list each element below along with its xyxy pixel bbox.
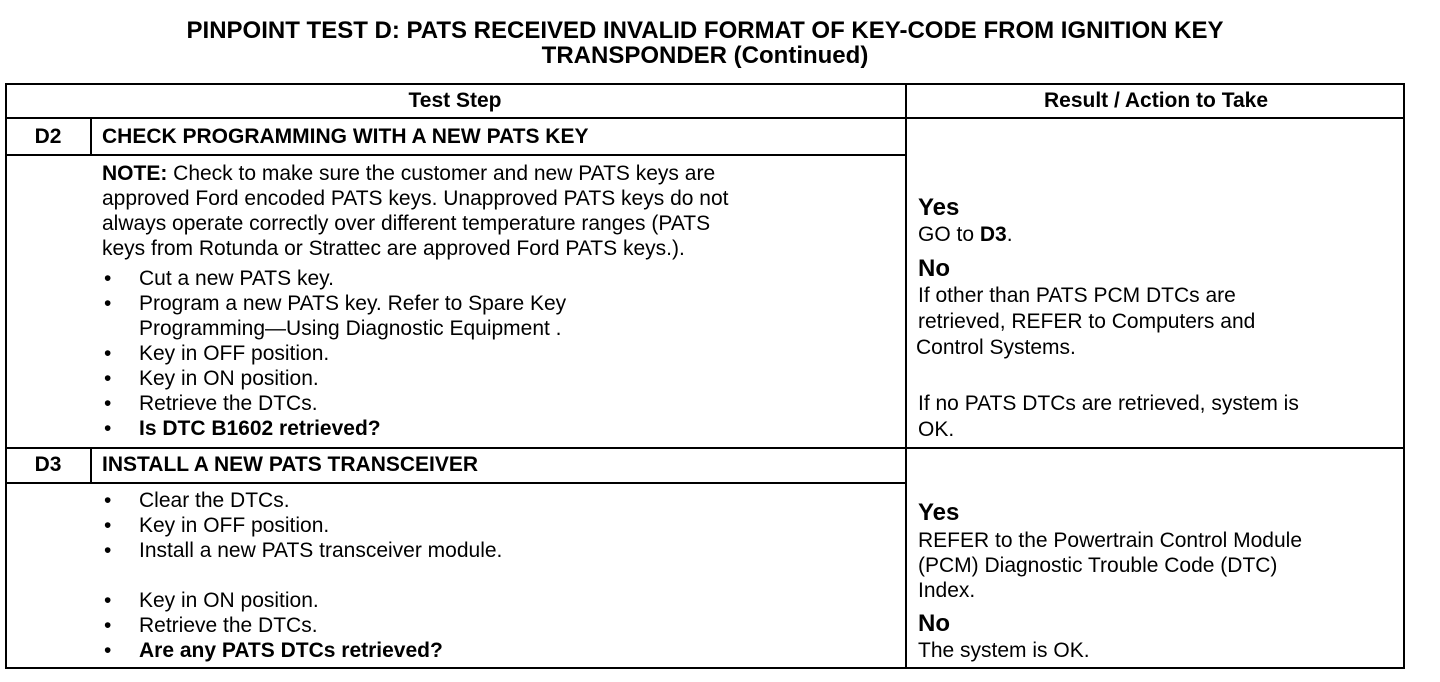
d2-no-extra-line-1: If no PATS DTCs are retrieved, system is bbox=[918, 392, 1299, 415]
d3-yes-line-3: Index. bbox=[918, 579, 976, 602]
d2-title-divider bbox=[5, 154, 905, 156]
d2-bullet-3: Key in OFF position. bbox=[139, 342, 330, 365]
bullet-icon: • bbox=[104, 589, 112, 612]
d2-no-extra-line-2: OK. bbox=[918, 418, 955, 441]
d2-note bbox=[102, 161, 715, 186]
bullet-icon: • bbox=[104, 267, 112, 290]
d3-no-label: No bbox=[918, 610, 950, 637]
d2-yes-suffix: . bbox=[1006, 223, 1013, 246]
d2-bullet-5: Retrieve the DTCs. bbox=[139, 392, 318, 415]
title-line-2: TRANSPONDER (Continued) bbox=[541, 42, 869, 69]
d2-yes-prefix: GO to bbox=[918, 223, 980, 246]
title-line-1: PINPOINT TEST D: PATS RECEIVED INVALID FORMAT OF KEY-CODE FROM IGNITION KEY bbox=[186, 17, 1224, 44]
column-divider bbox=[905, 83, 907, 669]
d2-yes-target: D3 bbox=[979, 223, 1007, 246]
d2-yes-label: Yes bbox=[918, 194, 960, 221]
d3-bullet-6: Are any PATS DTCs retrieved? bbox=[139, 639, 443, 662]
d2-no-label: No bbox=[918, 255, 950, 282]
bullet-icon: • bbox=[104, 367, 112, 390]
d3-yes-line-2: (PCM) Diagnostic Trouble Code (DTC) bbox=[918, 554, 1278, 577]
d2-no-line-3: Control Systems. bbox=[916, 336, 1076, 359]
d3-bullet-3: Install a new PATS transceiver module. bbox=[139, 539, 503, 562]
bullet-icon: • bbox=[104, 392, 112, 415]
page-title bbox=[0, 18, 1410, 68]
note-line-1: Check to make sure the customer and new PATS keys are bbox=[167, 162, 716, 185]
d2-step-id: D2 bbox=[34, 125, 62, 148]
header-result: Result / Action to Take bbox=[1043, 89, 1269, 112]
d3-bullet-2: Key in OFF position. bbox=[139, 514, 330, 537]
d2-no-line-1: If other than PATS PCM DTCs are bbox=[918, 284, 1236, 307]
note-line-2: approved Ford encoded PATS keys. Unapproved PATS keys do not bbox=[102, 187, 729, 210]
d3-bullet-1: Clear the DTCs. bbox=[139, 489, 290, 512]
bullet-icon: • bbox=[104, 489, 112, 512]
header-test-step: Test Step bbox=[408, 89, 502, 112]
d3-title-divider bbox=[5, 482, 905, 484]
header-divider bbox=[5, 117, 1405, 119]
note-label: NOTE: bbox=[102, 162, 168, 185]
d3-no-line: The system is OK. bbox=[918, 639, 1090, 662]
d2-no-line-2: retrieved, REFER to Computers and bbox=[918, 310, 1256, 333]
d3-yes-line-1: REFER to the Powertrain Control Module bbox=[918, 529, 1302, 552]
d3-step-title: INSTALL A NEW PATS TRANSCEIVER bbox=[102, 453, 479, 476]
bullet-icon: • bbox=[104, 417, 112, 440]
d2-bullet-2: Program a new PATS key. Refer to Spare Key bbox=[139, 292, 567, 315]
d2-step-title: CHECK PROGRAMMING WITH A NEW PATS KEY bbox=[102, 125, 589, 148]
d2-yes-action bbox=[918, 222, 1013, 247]
d3-bullet-5: Retrieve the DTCs. bbox=[139, 614, 318, 637]
d2-bullet-6: Is DTC B1602 retrieved? bbox=[139, 417, 381, 440]
bullet-icon: • bbox=[104, 539, 112, 562]
d3-step-id: D3 bbox=[34, 453, 62, 476]
d3-bullet-4: Key in ON position. bbox=[139, 589, 319, 612]
d2-bullet-4: Key in ON position. bbox=[139, 367, 319, 390]
note-line-4: keys from Rotunda or Strattec are approved Ford PATS keys.). bbox=[102, 237, 685, 260]
d2-d3-divider bbox=[5, 447, 1405, 449]
bullet-icon: • bbox=[104, 342, 112, 365]
note-line-3: always operate correctly over different temperature ranges (PATS bbox=[102, 212, 711, 235]
bullet-icon: • bbox=[104, 639, 112, 662]
d2-bullet-2-continuation: Programming—Using Diagnostic Equipment . bbox=[139, 317, 562, 340]
d2-bullet-1: Cut a new PATS key. bbox=[139, 267, 334, 290]
bullet-icon: • bbox=[104, 292, 112, 315]
bullet-icon: • bbox=[104, 614, 112, 637]
d3-yes-label: Yes bbox=[918, 499, 960, 526]
bullet-icon: • bbox=[104, 514, 112, 537]
